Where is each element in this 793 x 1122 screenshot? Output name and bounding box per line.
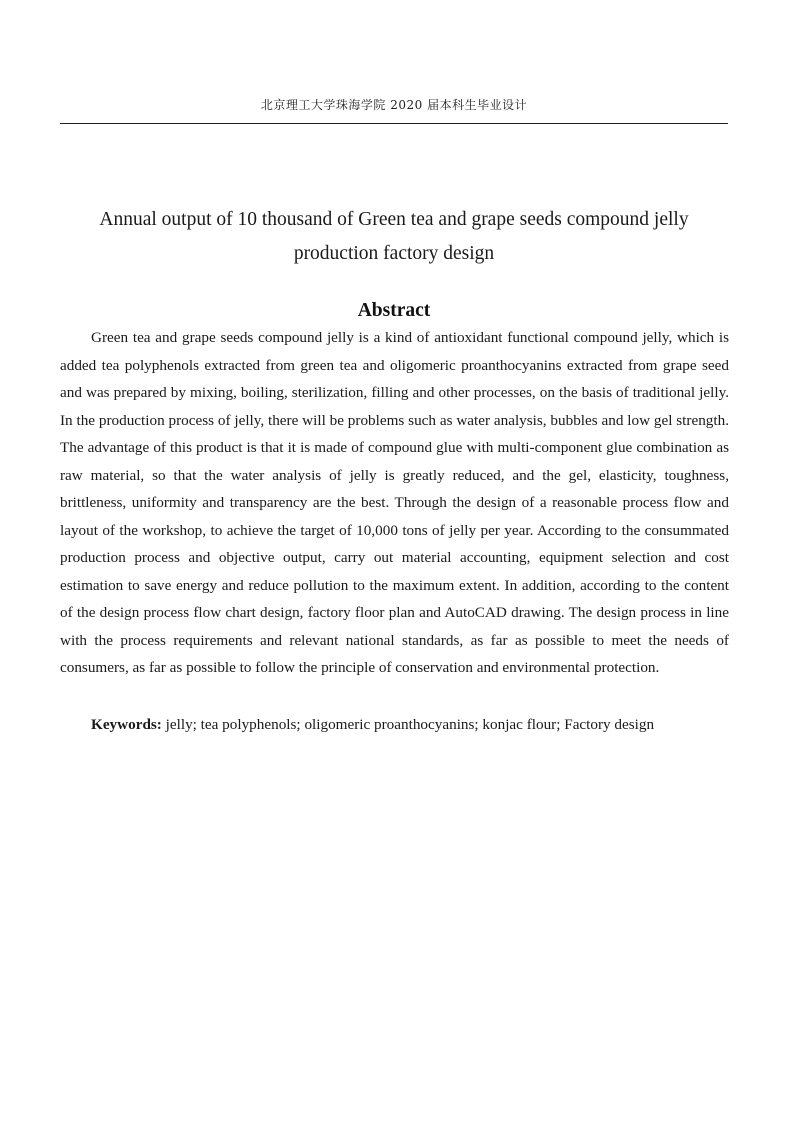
- keywords-label: Keywords:: [91, 716, 162, 733]
- keywords-text: jelly; tea polyphenols; oligomeric proanthocyanins; konjac flour; Factory design: [161, 716, 655, 733]
- page-header: [60, 96, 728, 113]
- title-line-2: production factory design: [293, 243, 495, 264]
- header-divider: [60, 123, 728, 124]
- abstract-heading: Abstract: [357, 300, 431, 321]
- abstract-body: Green tea and grape seeds compound jelly is a kind of antioxidant functional compound jelly, which is added tea polyphenols extracted from green tea and oligomeric proanthocyanins extracted from grape seed and was prepared by mixing, boiling, sterilization, filling and other processes, on the basis of traditional jelly. In the production process of jelly, there will be problems such as water analysis, bubbles and low gel strength. The advantage of this product is that it is made of compound glue with multi-component glue combination as raw material, so that the water analysis of jelly is greatly reduced, and the gel, elasticity, toughness, brittleness, uniformity and transparency are the best. Through the design of a reasonable process flow and layout of the workshop, to achieve the target of 10,000 tons of jelly per year. According to the consummated production process and objective output, carry out material accounting, equipment selection and cost estimation to save energy and reduce pollution to the maximum extent. In addition, according to the content of the design process flow chart design, factory floor plan and AutoCAD drawing. The design process in line with the process requirements and relevant national standards, as far as possible to meet the needs of consumers, as far as possible to follow the principle of conservation and environmental protection.: [60, 329, 729, 676]
- header-text: 北京理工大学珠海学院 2020 届本科生毕业设计: [260, 98, 528, 112]
- keywords-line: [60, 711, 729, 739]
- title-line-1: Annual output of 10 thousand of Green tea and grape seeds compound jelly: [99, 209, 689, 230]
- document-title: [60, 203, 728, 271]
